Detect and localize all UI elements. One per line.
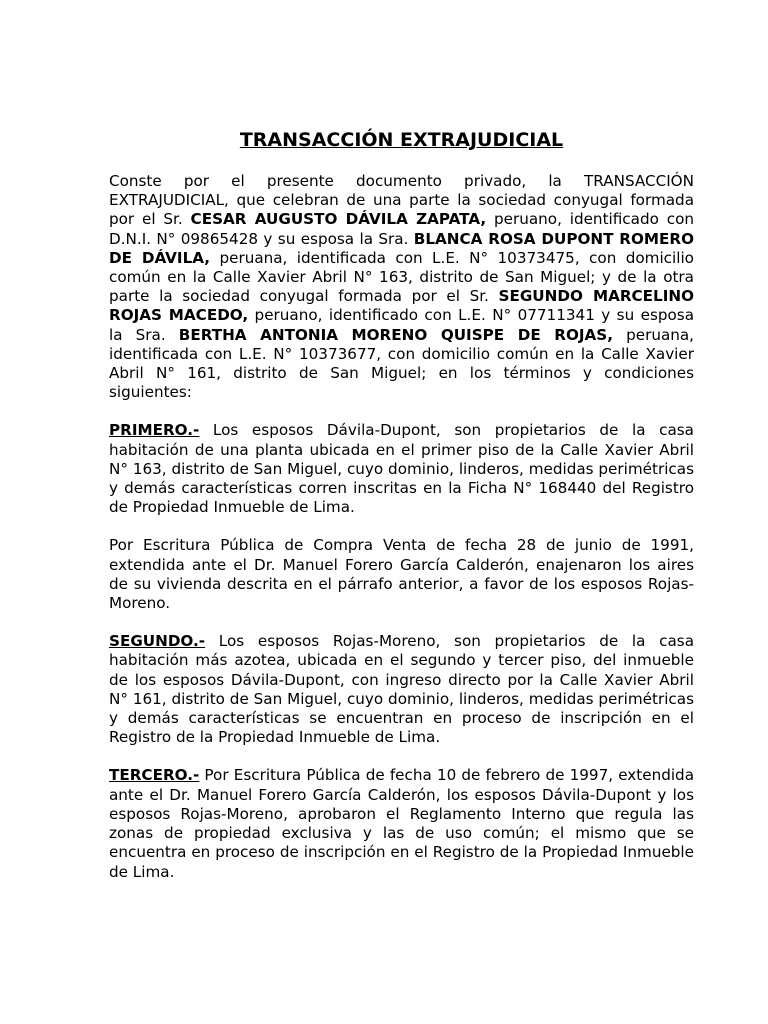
intro-text-0: Conste por el presente documento privado, la TRANSACCIÓN EXTRAJUDICIAL, que celebran de una parte la sociedad conyugal formada por el Sr. (109, 172, 694, 229)
clause-primero-label: PRIMERO.- (109, 421, 200, 440)
clause-primero-text: Los esposos Dávila-Dupont, son propietarios de la casa habitación de una planta ubicada en el primer piso de la Calle Xavier Abril N° 163, distrito de San Miguel, cuyo dominio, linderos, medidas perimétricas y demás características corren inscritas en la Ficha N° 168440 del Registro de Propiedad Inmueble de Lima. (109, 421, 694, 517)
document-title: TRANSACCIÓN EXTRAJUDICIAL (239, 129, 564, 151)
intro-text-8: peruana, identificada con L.E. N° 10373677, con domicilio común en la Calle Xavier Abril N° 161, distrito de San Miguel; en los términos y condiciones siguientes: (109, 325, 695, 402)
clause-primero (109, 421, 694, 517)
party-name-4: BERTHA ANTONIA MORENO QUISPE DE ROJAS, (178, 325, 613, 344)
clause-tercero-text: Por Escritura Pública de fecha 10 de febrero de 1997, extendida ante el Dr. Manuel Forero García Calderón, los esposos Dávila-Dupont y los esposos Rojas-Moreno, aprobaron el Reglamento Interno que regula las zonas de propiedad exclusiva y las de uso común; el mismo que se encuentra en proceso de inscripción en el Registro de la Propiedad Inmueble de Lima. (109, 766, 694, 881)
clause-tercero-label: TERCERO.- (109, 766, 200, 785)
intro-text-4: peruana, identificada con L.E. N° 10373475, con domicilio común en la Calle Xavier Abril N° 163, distrito de San Miguel; y de la otra parte la sociedad conyugal formada por el Sr. (109, 248, 694, 306)
party-name-2: BLANCA ROSA DUPONT ROMERO DE DÁVILA, (109, 229, 694, 267)
party-name-3: SEGUNDO MARCELINO ROJAS MACEDO, (109, 287, 694, 325)
clause-segundo (109, 632, 694, 747)
clause-tercero (109, 766, 694, 881)
escritura-paragraph: Por Escritura Pública de Compra Venta de fecha 28 de junio de 1991, extendida ante el Dr. Manuel Forero García Calderón, enajenaron los aires de su vivienda descrita en el párrafo anterior, a favor de los esposos Rojas-Moreno. (109, 536, 694, 613)
intro-paragraph (109, 172, 694, 402)
document-page (109, 128, 694, 901)
intro-text-2: peruano, identificado con D.N.I. N° 09865428 y su esposa la Sra. (109, 210, 694, 248)
party-name-1: CESAR AUGUSTO DÁVILA ZAPATA, (190, 210, 487, 229)
clause-segundo-label: SEGUNDO.- (109, 632, 206, 651)
clause-segundo-text: Los esposos Rojas-Moreno, son propietarios de la casa habitación más azotea, ubicada en el segundo y tercer piso, del inmueble de los esposos Dávila-Dupont, con ingreso directo por la Calle Xavier Abril N° 161, distrito de San Miguel, cuyo dominio, linderos, medidas perimétricas y demás características se encuentran en proceso de inscripción en el Registro de la Propiedad Inmueble de Lima. (109, 632, 694, 747)
intro-text-6: peruano, identificado con L.E. N° 07711341 y su esposa la Sra. (109, 306, 695, 344)
